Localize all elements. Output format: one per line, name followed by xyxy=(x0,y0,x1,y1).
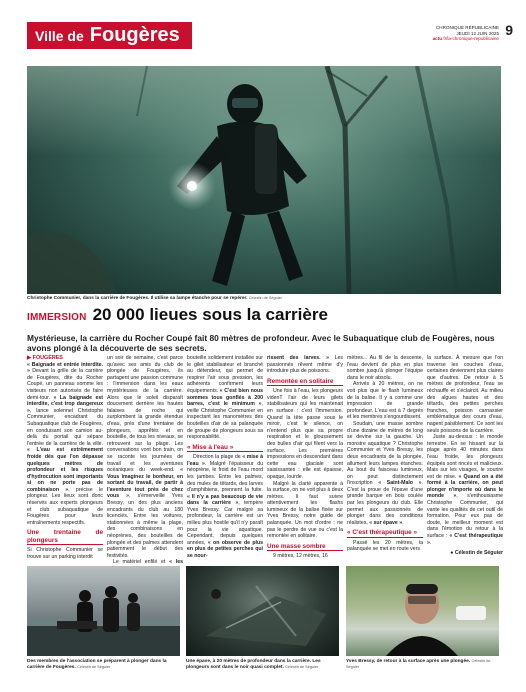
subheading: Une trentaine de plongeurs xyxy=(27,529,103,544)
photo-divers-preparing xyxy=(27,566,180,656)
article-column-6: la surface. À mesure que l'on traverse les couches d'eau, certaines deviennent plus claires que d'autres. De retour à 5 mètres de profondeur, l'eau se réchauffe et s'éclaircit. Au milieu des algues hautes et des têtards, des petites perches franches, poisson carnassier emblématique des cours d'eau, nagent paisiblement. Ce sont les seuls poissons de la carrière. Juste au-dessus : le monde terrestre. En se hissant sur la plage après 40 minutes dans l'eau froide, les plongeurs équipés sont rincés et malicieux. Mais sur les visages, le sourire est de mise. « Quand on a été formé à la carrière, on peut plonger n'importe où dans le monde », s'enthousiasme Christophe Communier, qui vante les qualités de cet outil de formation. Pour eux pas de doute, le meilleur moment est dans l'émotion du retour à la surface : « C'est thérapeutique ». ● Célestin de Séguier xyxy=(427,355,503,557)
page-number: 9 xyxy=(505,22,513,38)
article-column-4: rissent des larves. » Les passionnés rêvent même d'y introduire plus de poissons. Remontée en solitaire Une fois à l'eau, les plongeurs videnT l'air de leurs gilets stabilisateurs qui les maintenait en surface : c'est l'immersion. Quand la tête passe sous le miroir, c'est le silence, on n'entend plus que sa propre respiration et le gloussement des bulles d'air qui filent vers la surface. Les premières impressions en descendant dans cette eau glaciale sont saisissantes : elle est épaisse, opaque, lourde. Malgré la clarté apparente à la surface, on ne voit plus à deux mètres. Il faut suivre attentivement les flashs lumineux de la balise fixée sur Yves Bressy, notre guide de palanquée. Un mot d'ordre : ne pas le perdre de vue ou c'est la remontée en solitaire. Une masse sombre 9 mètres, 12 mètres, 16 xyxy=(267,355,343,560)
article-column-3: bouteille solidement installée sur le gilet stabilisateur et branché au détendeur, qui permet de respirer l'air sous pression, les adhérents confirment leurs équipements. « C'est bien nous sommes tous gonflés à 200 barres, c'est le minimum », veille Christophe Communier en inspectant les manomètres des bouteilles d'air de sa palanquée de groupe de plongeurs sous sa responsabilité. « Mise à l'eau » Direction la plage de « mise à l'eau ». Malgré l'épaisseur du néoprène, le froid de l'eau mord les jambes. Entre les palmes, des mules de têtards, des larves d'amphibiens, prennent la fuite. « Il n'y a pas beaucoup de vie dans la carrière », tempère Yves Bressy. Car malgré sa profondeur, la carrière est un milieu plus hostile qu'il n'y paraît pour la vie aquatique. Cependant, depuis quelques années, « on observe de plus en plus de petites perches qui se nour- xyxy=(187,355,264,560)
divers-silhouettes xyxy=(27,566,180,656)
author-signature: ● Célestin de Séguier xyxy=(450,550,503,557)
site-link[interactable]: actu.fr/la-chronique-republicaine xyxy=(432,36,499,42)
location-tag: ▶ FOUGÈRES xyxy=(27,355,63,361)
headline-title: 20 000 lieues sous la carrière xyxy=(92,305,328,324)
main-photo-caption: Christophe Communier, dans la carrière de Fougères. Il utilise sa lampe étanche pour se repérer. Célestin de Séguier xyxy=(27,296,282,301)
subheading: Remontée en solitaire xyxy=(267,378,343,386)
subheading: « Mise à l'eau » xyxy=(187,444,263,452)
article-column-5: mètres... Au fil de la descente, l'eau devient de plus en plus sombre jusqu'à plonger l'équipe dans le noir absolu. Arrivés à 20 mètres, on ne voit plus que le flash lumineux de la balise. Il y a comme une impression de grande profondeur. L'eau est à 7 degrés et les membres s'engourdissent. Soudain, une masse sombre d'une dizaine de mètres de long se devine sur la gauche. Un monstre aquatique ? Christophe Communier et Yves Bressy, les deux encadrants de la plongée, allument leurs lampes étanches. Au bout du faisceau lumineux, on peut distinctement l'inscription « Saint-Malo ». C'est la proue de l'épave d'une grande barque en bois coulée par les plongeurs du club. Elle permet aux passionnés de plonger dans des conditions réalistes, « sur épave ». « C'est thérapeutique » Passé les 20 mètres, la palanquée se met en route vers xyxy=(347,355,423,553)
brand-name: Fougères xyxy=(89,24,180,46)
article-headline xyxy=(27,305,513,327)
issue-date: JEUDI 12 JUIN 2025 xyxy=(456,30,499,36)
headline-kicker: IMMERSION xyxy=(27,312,87,323)
paper-name: CHRONIQUE RÉPUBLICAINE xyxy=(435,25,499,30)
subheading: « C'est thérapeutique » xyxy=(347,529,423,537)
wreck-shapes xyxy=(186,566,339,656)
bottom-caption-1: Des membres de l'association se préparent à plonger dans la carrière de Fougères. Célestin de Séguier xyxy=(27,659,167,670)
article-lead: Mystérieuse, la carrière du Rocher Coupé fait 80 mètres de profondeur. Avec le Subaquatique club de Fougères, nous avons plongé à la découverte de ses secrets. xyxy=(27,333,495,354)
subheading: Une masse sombre xyxy=(267,543,343,551)
publication-info xyxy=(433,25,499,42)
brand-prefix: Ville de xyxy=(35,28,84,44)
bottom-caption-3: Yves Bressy, de retour à la surface après une plongée. Célestin de Séguier xyxy=(346,659,491,669)
bottom-caption-2: Une épave, à 20 mètres de profondeur dans la carrière. Les plongeurs sont dans le noir quasi complet. Célestin de Séguier xyxy=(186,659,321,670)
photo-wreck xyxy=(186,566,339,656)
section-banner xyxy=(27,22,192,49)
diver-portrait xyxy=(346,566,499,656)
diver-illustration xyxy=(27,66,501,294)
page-header xyxy=(27,22,513,52)
article-column-1: ▶ FOUGÈRES « Baignade et entrée interdite. » Devant la grille de la carrière de Fougères, dite du Rocher Coupé, un panneau somme les visiteurs non autorisés de faire demi-tour. « La baignade est interdite, c'est trop dangereux », lance solennel Christophe Communier, encadrant du Subaquatique club de Fougères, en conduisant son camion au-delà du portail qui sépare l'entrée de la carrière de la ville. « L'eau est extrêmement froide dès que l'on dépasse quelques mètres de profondeur et les risques d'hydrocution sont importants si on ne porte pas de combinaison », précise le plongeur. Les lieux sont donc réservés aux experts plongeurs et club subaquatique de Fougères pour leurs entraînements respectifs. Une trentaine de plongeurs Si Christophe Communier se trouve sur un parking interdit xyxy=(27,355,103,560)
main-photo-diver xyxy=(27,66,501,294)
article-column-2: un soir de semaine, c'est parce qu'avec ses amis du club de plongée de Fougères, ils partagent une passion commune : l'immersion dans les eaux mystérieuses de la carrière. Alors que le soleil disparaît doucement derrière les hautes falaises de roche qui surplombent la grande étendue d'eau, près d'une trentaine de plongeurs, apprêtés et en bouteille, de tous les niveaux, se retrouvent sur la plage. Les conversations vont bon train, on se raconte les journées de travail et les aventures océaniques du week-end. « Vous imaginez le bonheur, en sortant du travail, de partir à l'aventure tout près de chez vous », s'émerveille Yves Bressy, un des plus anciens encadrants du club au 180 licenciés. Entre les voitures, stationnées à même la plage, des combinaisons en néoprènes, des bouteilles de plongée et des palmes attendent patiemment le début des festivités. Le matériel enfilé et « les xyxy=(107,355,184,566)
photo-yves-bressy xyxy=(346,566,499,656)
